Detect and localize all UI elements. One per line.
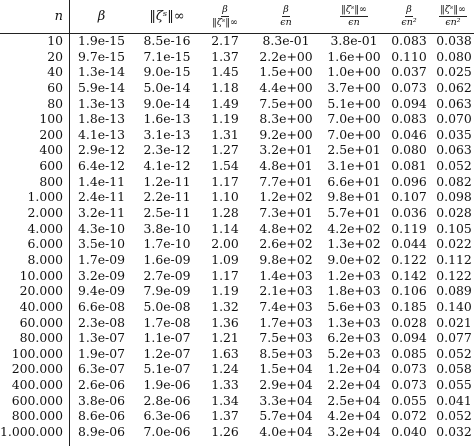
cell-zeta-norm: 1.6e-13 bbox=[143, 111, 191, 127]
cell-zeta-norm: 1.7e-08 bbox=[143, 314, 191, 330]
table-row bbox=[0, 299, 474, 315]
cell-zeta-norm: 3.8e-10 bbox=[143, 220, 191, 236]
cell-beta: 1.3e-13 bbox=[78, 95, 125, 111]
cell-n: 60 bbox=[47, 79, 63, 95]
cell-beta-over-en2: 0.046 bbox=[391, 126, 427, 142]
cell-beta: 2.9e-12 bbox=[78, 142, 125, 158]
cell-beta-over-en2: 0.094 bbox=[391, 330, 427, 346]
cell-zeta-norm: 4.1e-12 bbox=[143, 158, 191, 174]
cell-beta-over-norm: 1.24 bbox=[211, 361, 239, 377]
cell-norm-over-en: 1.3e+03 bbox=[327, 314, 381, 330]
cell-beta-over-norm: 1.31 bbox=[211, 126, 239, 142]
cell-norm-over-en: 2.2e+04 bbox=[327, 377, 381, 393]
cell-beta: 4.3e-10 bbox=[78, 220, 125, 236]
cell-zeta-norm: 1.2e-11 bbox=[143, 173, 191, 189]
cell-beta-over-norm: 1.54 bbox=[211, 158, 239, 174]
cell-norm-over-en2: 0.080 bbox=[436, 48, 472, 64]
table-row bbox=[0, 408, 474, 424]
table-body bbox=[0, 33, 474, 440]
table-row bbox=[0, 221, 474, 237]
cell-beta: 1.3e-07 bbox=[78, 330, 125, 346]
cell-zeta-norm: 1.9e-06 bbox=[143, 377, 191, 393]
cell-beta-over-norm: 1.10 bbox=[211, 189, 239, 205]
cell-beta-over-en: 8.3e+00 bbox=[259, 111, 313, 127]
cell-zeta-norm: 2.5e-11 bbox=[143, 205, 191, 221]
cell-beta: 3.8e-06 bbox=[78, 392, 125, 408]
cell-norm-over-en: 1.2e+04 bbox=[327, 361, 381, 377]
table-row bbox=[0, 96, 474, 112]
cell-n: 10.000 bbox=[19, 267, 63, 283]
cell-beta-over-en: 3.2e+01 bbox=[259, 142, 313, 158]
cell-n: 60.000 bbox=[19, 314, 63, 330]
cell-beta: 9.4e-09 bbox=[78, 283, 125, 299]
cell-beta-over-norm: 1.18 bbox=[211, 79, 239, 95]
cell-beta-over-en2: 0.072 bbox=[391, 408, 427, 424]
cell-beta-over-norm: 1.19 bbox=[211, 283, 239, 299]
cell-beta-over-en: 7.7e+01 bbox=[259, 173, 313, 189]
cell-norm-over-en: 1.8e+03 bbox=[327, 283, 381, 299]
cell-norm-over-en2: 0.105 bbox=[436, 220, 472, 236]
cell-beta-over-en: 7.5e+00 bbox=[259, 95, 313, 111]
cell-beta-over-en: 3.3e+04 bbox=[259, 392, 313, 408]
cell-n: 100 bbox=[39, 111, 63, 127]
cell-zeta-norm: 2.8e-06 bbox=[143, 392, 191, 408]
table-header bbox=[0, 0, 474, 33]
cell-beta-over-en: 1.5e+00 bbox=[259, 64, 313, 80]
cell-norm-over-en2: 0.070 bbox=[436, 111, 472, 127]
cell-norm-over-en2: 0.089 bbox=[436, 283, 472, 299]
cell-zeta-norm: 7.0e-06 bbox=[143, 424, 191, 440]
cell-beta-over-norm: 2.17 bbox=[211, 33, 239, 48]
cell-beta-over-en: 8.5e+03 bbox=[259, 345, 313, 361]
table-row bbox=[0, 424, 474, 440]
cell-beta-over-norm: 1.27 bbox=[211, 142, 239, 158]
cell-beta: 3.5e-10 bbox=[78, 236, 125, 252]
cell-norm-over-en2: 0.032 bbox=[436, 424, 472, 440]
cell-beta: 6.4e-12 bbox=[78, 158, 125, 174]
table-row bbox=[0, 142, 474, 158]
table-row bbox=[0, 158, 474, 174]
cell-beta-over-norm: 1.37 bbox=[211, 48, 239, 64]
cell-beta: 1.7e-09 bbox=[78, 251, 125, 267]
cell-norm-over-en2: 0.062 bbox=[436, 79, 472, 95]
cell-beta-over-en2: 0.055 bbox=[391, 392, 427, 408]
cell-zeta-norm: 5.0e-14 bbox=[143, 79, 191, 95]
cell-norm-over-en2: 0.025 bbox=[436, 64, 472, 80]
cell-beta-over-norm: 1.17 bbox=[211, 267, 239, 283]
cell-norm-over-en: 3.2e+04 bbox=[327, 424, 381, 440]
cell-beta-over-norm: 1.63 bbox=[211, 345, 239, 361]
cell-norm-over-en: 4.2e+04 bbox=[327, 408, 381, 424]
cell-beta-over-norm: 1.32 bbox=[211, 298, 239, 314]
cell-beta-over-norm: 1.21 bbox=[211, 330, 239, 346]
cell-beta-over-en2: 0.142 bbox=[391, 267, 427, 283]
cell-norm-over-en2: 0.022 bbox=[436, 236, 472, 252]
cell-beta-over-en: 2.2e+00 bbox=[259, 48, 313, 64]
cell-n: 1.000.000 bbox=[0, 424, 64, 440]
cell-zeta-norm: 2.2e-11 bbox=[143, 189, 191, 205]
cell-n: 400 bbox=[39, 142, 63, 158]
cell-norm-over-en2: 0.035 bbox=[436, 126, 472, 142]
cell-norm-over-en2: 0.058 bbox=[436, 361, 472, 377]
cell-n: 2.000 bbox=[27, 205, 63, 221]
cell-norm-over-en: 2.5e+01 bbox=[327, 142, 381, 158]
cell-zeta-norm: 1.2e-07 bbox=[143, 345, 191, 361]
cell-beta: 2.4e-11 bbox=[78, 189, 125, 205]
cell-beta-over-en: 4.4e+00 bbox=[259, 79, 313, 95]
cell-norm-over-en2: 0.063 bbox=[436, 95, 472, 111]
cell-zeta-norm: 6.3e-06 bbox=[143, 408, 191, 424]
cell-norm-over-en2: 0.052 bbox=[436, 345, 472, 361]
cell-beta-over-en2: 0.107 bbox=[391, 189, 427, 205]
cell-beta-over-en2: 0.073 bbox=[391, 79, 427, 95]
cell-beta-over-en: 2.6e+02 bbox=[259, 236, 313, 252]
cell-zeta-norm: 5.0e-08 bbox=[143, 298, 191, 314]
cell-beta-over-en2: 0.044 bbox=[391, 236, 427, 252]
cell-zeta-norm: 7.1e-15 bbox=[143, 48, 191, 64]
cell-norm-over-en: 7.0e+00 bbox=[327, 126, 381, 142]
cell-n: 200 bbox=[39, 126, 63, 142]
cell-beta-over-norm: 1.17 bbox=[211, 173, 239, 189]
table-row bbox=[0, 189, 474, 205]
table-row bbox=[0, 205, 474, 221]
cell-norm-over-en: 5.6e+03 bbox=[327, 298, 381, 314]
header-n: n bbox=[54, 9, 63, 24]
cell-beta-over-norm: 1.36 bbox=[211, 314, 239, 330]
cell-zeta-norm: 9.0e-15 bbox=[143, 64, 191, 80]
cell-zeta-norm: 2.3e-12 bbox=[143, 142, 191, 158]
cell-norm-over-en: 5.2e+03 bbox=[327, 345, 381, 361]
cell-n: 40.000 bbox=[19, 298, 63, 314]
cell-n: 400.000 bbox=[11, 377, 63, 393]
cell-n: 20 bbox=[47, 48, 63, 64]
cell-n: 80.000 bbox=[19, 330, 63, 346]
cell-beta-over-en2: 0.037 bbox=[391, 64, 427, 80]
cell-zeta-norm: 1.6e-09 bbox=[143, 251, 191, 267]
cell-n: 40 bbox=[47, 64, 63, 80]
cell-beta: 9.7e-15 bbox=[78, 48, 125, 64]
cell-n: 10 bbox=[47, 33, 63, 48]
cell-beta-over-en2: 0.083 bbox=[391, 33, 427, 48]
cell-norm-over-en2: 0.021 bbox=[436, 314, 472, 330]
cell-n: 800.000 bbox=[11, 408, 63, 424]
table-row bbox=[0, 49, 474, 65]
cell-zeta-norm: 7.9e-09 bbox=[143, 283, 191, 299]
cell-beta-over-norm: 1.09 bbox=[211, 251, 239, 267]
cell-beta-over-en2: 0.028 bbox=[391, 314, 427, 330]
cell-beta: 1.9e-15 bbox=[78, 33, 125, 48]
cell-norm-over-en2: 0.122 bbox=[436, 267, 472, 283]
header-norm-over-en2: $\frac{\text{‖ζˢ‖∞}}{\text{ϵn²}}$ bbox=[440, 4, 466, 28]
cell-beta-over-en: 1.5e+04 bbox=[259, 361, 313, 377]
cell-norm-over-en: 9.8e+01 bbox=[327, 189, 381, 205]
cell-norm-over-en: 1.3e+02 bbox=[327, 236, 381, 252]
table-row bbox=[0, 377, 474, 393]
cell-beta-over-en: 7.4e+03 bbox=[259, 298, 313, 314]
table-row bbox=[0, 393, 474, 409]
cell-beta-over-en: 4.8e+01 bbox=[259, 158, 313, 174]
cell-beta-over-en: 1.2e+02 bbox=[259, 189, 313, 205]
cell-zeta-norm: 9.0e-14 bbox=[143, 95, 191, 111]
table-row bbox=[0, 252, 474, 268]
cell-norm-over-en: 3.7e+00 bbox=[327, 79, 381, 95]
cell-norm-over-en2: 0.041 bbox=[436, 392, 472, 408]
cell-n: 800 bbox=[39, 173, 63, 189]
cell-beta-over-en2: 0.106 bbox=[391, 283, 427, 299]
cell-beta-over-en2: 0.185 bbox=[391, 298, 427, 314]
cell-beta: 1.4e-11 bbox=[78, 173, 125, 189]
cell-beta: 1.3e-14 bbox=[78, 64, 125, 80]
cell-beta: 2.3e-08 bbox=[78, 314, 125, 330]
cell-beta-over-en: 2.9e+04 bbox=[259, 377, 313, 393]
cell-zeta-norm: 3.1e-13 bbox=[143, 126, 191, 142]
cell-norm-over-en2: 0.098 bbox=[436, 189, 472, 205]
cell-beta-over-en: 9.2e+00 bbox=[259, 126, 313, 142]
header-zeta-norm: ‖ζˢ‖∞ bbox=[149, 9, 185, 24]
cell-beta-over-norm: 2.00 bbox=[211, 236, 239, 252]
cell-n: 8.000 bbox=[27, 251, 63, 267]
cell-n: 6.000 bbox=[27, 236, 63, 252]
table-row bbox=[0, 283, 474, 299]
cell-n: 200.000 bbox=[11, 361, 63, 377]
cell-norm-over-en: 1.2e+03 bbox=[327, 267, 381, 283]
table-row bbox=[0, 80, 474, 96]
cell-beta: 1.8e-13 bbox=[78, 111, 125, 127]
cell-n: 600 bbox=[39, 158, 63, 174]
cell-beta-over-en2: 0.036 bbox=[391, 205, 427, 221]
cell-norm-over-en2: 0.077 bbox=[436, 330, 472, 346]
cell-beta-over-en: 5.7e+04 bbox=[259, 408, 313, 424]
cell-beta: 3.2e-09 bbox=[78, 267, 125, 283]
cell-beta: 8.6e-06 bbox=[78, 408, 125, 424]
cell-norm-over-en: 5.1e+00 bbox=[327, 95, 381, 111]
cell-beta-over-en: 8.3e-01 bbox=[262, 33, 310, 48]
cell-beta-over-norm: 1.33 bbox=[211, 377, 239, 393]
table-row bbox=[0, 64, 474, 80]
cell-norm-over-en: 6.2e+03 bbox=[327, 330, 381, 346]
cell-norm-over-en: 9.0e+02 bbox=[327, 251, 381, 267]
cell-norm-over-en2: 0.055 bbox=[436, 377, 472, 393]
cell-norm-over-en2: 0.140 bbox=[436, 298, 472, 314]
table-row bbox=[0, 330, 474, 346]
cell-n: 100.000 bbox=[11, 345, 63, 361]
cell-beta: 4.1e-13 bbox=[78, 126, 125, 142]
cell-norm-over-en2: 0.038 bbox=[436, 33, 472, 48]
cell-zeta-norm: 1.1e-07 bbox=[143, 330, 191, 346]
cell-zeta-norm: 1.7e-10 bbox=[143, 236, 191, 252]
cell-beta: 6.3e-07 bbox=[78, 361, 125, 377]
table-row bbox=[0, 361, 474, 377]
table-row bbox=[0, 127, 474, 143]
cell-beta-over-en: 2.1e+03 bbox=[259, 283, 313, 299]
cell-beta-over-norm: 1.14 bbox=[211, 220, 239, 236]
cell-norm-over-en2: 0.082 bbox=[436, 173, 472, 189]
cell-beta-over-en: 4.0e+04 bbox=[259, 424, 313, 440]
cell-n: 1.000 bbox=[27, 189, 63, 205]
cell-beta-over-en2: 0.085 bbox=[391, 345, 427, 361]
cell-beta: 2.6e-06 bbox=[78, 377, 125, 393]
table-row bbox=[0, 268, 474, 284]
header-beta: β bbox=[97, 9, 106, 24]
cell-beta-over-norm: 1.26 bbox=[211, 424, 239, 440]
cell-beta-over-en: 4.8e+02 bbox=[259, 220, 313, 236]
cell-norm-over-en: 1.0e+00 bbox=[327, 64, 381, 80]
cell-norm-over-en: 6.6e+01 bbox=[327, 173, 381, 189]
cell-beta: 3.2e-11 bbox=[78, 205, 125, 221]
cell-beta-over-en2: 0.083 bbox=[391, 111, 427, 127]
table-row bbox=[0, 174, 474, 190]
header-beta-over-en: $\frac{\beta}{\epsilon n}$ bbox=[280, 4, 292, 28]
table-row bbox=[0, 346, 474, 362]
cell-beta-over-en2: 0.080 bbox=[391, 142, 427, 158]
cell-beta-over-norm: 1.49 bbox=[211, 95, 239, 111]
cell-beta-over-norm: 1.28 bbox=[211, 205, 239, 221]
cell-zeta-norm: 8.5e-16 bbox=[143, 33, 191, 48]
cell-norm-over-en: 1.6e+00 bbox=[327, 48, 381, 64]
header-norm-over-en: $\frac{\text{‖ζˢ‖∞}}{\epsilon n}$ bbox=[341, 4, 367, 28]
cell-norm-over-en2: 0.028 bbox=[436, 205, 472, 221]
cell-zeta-norm: 2.7e-09 bbox=[143, 267, 191, 283]
cell-beta-over-en: 7.5e+03 bbox=[259, 330, 313, 346]
cell-norm-over-en: 2.5e+04 bbox=[327, 392, 381, 408]
cell-beta: 1.9e-07 bbox=[78, 345, 125, 361]
cell-beta-over-en: 1.7e+03 bbox=[259, 314, 313, 330]
cell-norm-over-en: 4.2e+02 bbox=[327, 220, 381, 236]
cell-beta-over-norm: 1.19 bbox=[211, 111, 239, 127]
table-row bbox=[0, 315, 474, 331]
cell-zeta-norm: 5.1e-07 bbox=[143, 361, 191, 377]
cell-beta-over-en2: 0.094 bbox=[391, 95, 427, 111]
cell-beta-over-en2: 0.122 bbox=[391, 251, 427, 267]
cell-beta-over-en: 7.3e+01 bbox=[259, 205, 313, 221]
cell-beta-over-en2: 0.096 bbox=[391, 173, 427, 189]
cell-beta-over-en: 1.4e+03 bbox=[259, 267, 313, 283]
cell-norm-over-en2: 0.112 bbox=[436, 251, 472, 267]
table-row bbox=[0, 236, 474, 252]
cell-beta-over-norm: 1.37 bbox=[211, 408, 239, 424]
cell-beta-over-en: 9.8e+02 bbox=[259, 251, 313, 267]
cell-beta-over-en2: 0.073 bbox=[391, 377, 427, 393]
cell-norm-over-en2: 0.052 bbox=[436, 158, 472, 174]
cell-beta: 5.9e-14 bbox=[78, 79, 125, 95]
cell-beta-over-en2: 0.040 bbox=[391, 424, 427, 440]
cell-norm-over-en2: 0.052 bbox=[436, 408, 472, 424]
cell-beta-over-en2: 0.110 bbox=[391, 48, 427, 64]
cell-norm-over-en2: 0.063 bbox=[436, 142, 472, 158]
cell-beta-over-norm: 1.34 bbox=[211, 392, 239, 408]
cell-n: 4.000 bbox=[27, 220, 63, 236]
cell-n: 600.000 bbox=[11, 392, 63, 408]
cell-beta: 8.9e-06 bbox=[78, 424, 125, 440]
table-row bbox=[0, 111, 474, 127]
cell-beta-over-en2: 0.119 bbox=[391, 220, 427, 236]
cell-beta-over-norm: 1.45 bbox=[211, 64, 239, 80]
cell-beta-over-en2: 0.081 bbox=[391, 158, 427, 174]
cell-norm-over-en: 3.1e+01 bbox=[327, 158, 381, 174]
cell-beta-over-en2: 0.073 bbox=[391, 361, 427, 377]
cell-norm-over-en: 7.0e+00 bbox=[327, 111, 381, 127]
cell-n: 80 bbox=[47, 95, 63, 111]
cell-beta: 6.6e-08 bbox=[78, 298, 125, 314]
table-row bbox=[0, 33, 474, 49]
header-beta-over-en2: $\frac{\beta}{\text{ϵn²}}$ bbox=[401, 4, 417, 28]
cell-norm-over-en: 3.8e-01 bbox=[330, 33, 378, 48]
cell-n: 20.000 bbox=[19, 283, 63, 299]
header-beta-over-norm: $\frac{\beta}{\text{‖ζˢ‖∞}}$ bbox=[212, 4, 238, 28]
cell-norm-over-en: 5.7e+01 bbox=[327, 205, 381, 221]
